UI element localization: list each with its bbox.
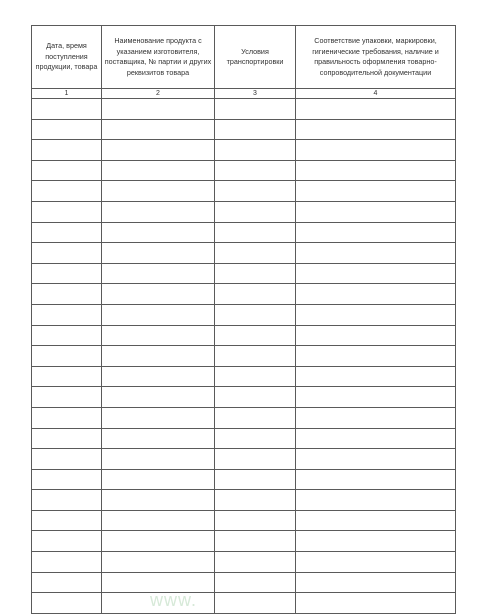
table-cell	[102, 366, 215, 387]
table-cell	[296, 222, 456, 243]
table-cell	[296, 552, 456, 573]
table-cell	[296, 531, 456, 552]
header-date-received: Дата, время поступления продукции, товара	[32, 26, 102, 89]
table-cell	[215, 243, 296, 264]
table-cell	[296, 140, 456, 161]
journal-sheet	[31, 25, 455, 614]
table-cell	[215, 346, 296, 367]
table-row	[32, 181, 456, 202]
table-cell	[215, 407, 296, 428]
table-cell	[102, 304, 215, 325]
table-cell	[32, 284, 102, 305]
table-cell	[215, 428, 296, 449]
table-cell	[102, 428, 215, 449]
table-cell	[296, 263, 456, 284]
table-row	[32, 407, 456, 428]
table-cell	[102, 181, 215, 202]
table-cell	[296, 181, 456, 202]
header-row	[32, 26, 456, 89]
table-row	[32, 490, 456, 511]
table-cell	[215, 181, 296, 202]
table-row	[32, 449, 456, 470]
table-cell	[296, 449, 456, 470]
table-cell	[102, 222, 215, 243]
table-cell	[215, 304, 296, 325]
table-cell	[32, 243, 102, 264]
table-row	[32, 510, 456, 531]
table-cell	[215, 387, 296, 408]
table-cell	[32, 119, 102, 140]
table-row	[32, 593, 456, 614]
table-row	[32, 140, 456, 161]
table-cell	[215, 284, 296, 305]
table-row	[32, 366, 456, 387]
table-cell	[215, 510, 296, 531]
table-cell	[296, 366, 456, 387]
table-cell	[102, 201, 215, 222]
table-cell	[32, 469, 102, 490]
table-cell	[215, 531, 296, 552]
table-cell	[102, 160, 215, 181]
table-cell	[215, 593, 296, 614]
table-row	[32, 325, 456, 346]
table-cell	[102, 552, 215, 573]
incoming-goods-journal-table	[31, 25, 456, 614]
table-cell	[215, 222, 296, 243]
table-cell	[32, 201, 102, 222]
table-cell	[215, 469, 296, 490]
table-cell	[102, 346, 215, 367]
table-cell	[296, 119, 456, 140]
table-cell	[215, 490, 296, 511]
table-cell	[215, 263, 296, 284]
table-cell	[296, 243, 456, 264]
table-cell	[32, 140, 102, 161]
table-row	[32, 428, 456, 449]
table-cell	[32, 552, 102, 573]
table-cell	[32, 531, 102, 552]
table-cell	[32, 449, 102, 470]
table-cell	[215, 366, 296, 387]
table-row	[32, 243, 456, 264]
table-cell	[102, 284, 215, 305]
table-cell	[32, 181, 102, 202]
table-cell	[296, 284, 456, 305]
column-number-row	[32, 89, 456, 99]
table-cell	[296, 510, 456, 531]
table-body	[32, 99, 456, 614]
table-cell	[32, 387, 102, 408]
table-cell	[296, 387, 456, 408]
table-cell	[32, 593, 102, 614]
table-cell	[102, 490, 215, 511]
table-row	[32, 222, 456, 243]
table-cell	[296, 469, 456, 490]
column-number-2: 2	[102, 89, 215, 99]
table-cell	[32, 510, 102, 531]
table-cell	[102, 99, 215, 120]
table-cell	[102, 449, 215, 470]
table-cell	[102, 243, 215, 264]
table-cell	[102, 510, 215, 531]
header-packaging-compliance: Соответствие упаковки, маркировки, гигиенические требования, наличие и правильность оформления товарно-сопроводительной документации	[296, 26, 456, 89]
table-cell	[296, 201, 456, 222]
table-cell	[32, 304, 102, 325]
table-cell	[215, 140, 296, 161]
table-cell	[32, 99, 102, 120]
watermark: www.	[150, 590, 198, 610]
column-number-1: 1	[32, 89, 102, 99]
table-cell	[215, 160, 296, 181]
table-cell	[32, 572, 102, 593]
table-cell	[32, 263, 102, 284]
table-cell	[296, 346, 456, 367]
table-row	[32, 346, 456, 367]
table-row	[32, 469, 456, 490]
table-cell	[296, 428, 456, 449]
table-cell	[32, 222, 102, 243]
table-row	[32, 572, 456, 593]
table-row	[32, 263, 456, 284]
table-row	[32, 160, 456, 181]
table-row	[32, 552, 456, 573]
table-cell	[296, 490, 456, 511]
table-cell	[296, 99, 456, 120]
table-cell	[296, 407, 456, 428]
table-row	[32, 531, 456, 552]
table-row	[32, 119, 456, 140]
column-number-4: 4	[296, 89, 456, 99]
table-cell	[296, 160, 456, 181]
table-row	[32, 99, 456, 120]
table-cell	[296, 572, 456, 593]
table-cell	[215, 572, 296, 593]
table-cell	[32, 428, 102, 449]
table-cell	[32, 366, 102, 387]
table-cell	[102, 387, 215, 408]
table-cell	[215, 552, 296, 573]
table-cell	[215, 201, 296, 222]
table-cell	[102, 325, 215, 346]
table-cell	[32, 160, 102, 181]
table-cell	[102, 140, 215, 161]
table-row	[32, 304, 456, 325]
table-row	[32, 284, 456, 305]
table-cell	[102, 531, 215, 552]
table-cell	[32, 490, 102, 511]
table-row	[32, 201, 456, 222]
table-cell	[296, 304, 456, 325]
table-cell	[215, 325, 296, 346]
table-cell	[296, 593, 456, 614]
table-cell	[102, 469, 215, 490]
header-product-name: Наименование продукта с указанием изготовителя, поставщика, № партии и других реквизитов товара	[102, 26, 215, 89]
table-cell	[32, 346, 102, 367]
table-cell	[102, 119, 215, 140]
table-cell	[215, 99, 296, 120]
table-cell	[102, 263, 215, 284]
table-cell	[215, 119, 296, 140]
table-cell	[32, 407, 102, 428]
table-cell	[102, 407, 215, 428]
table-cell	[32, 325, 102, 346]
header-transport-conditions: Условия транспортировки	[215, 26, 296, 89]
column-number-3: 3	[215, 89, 296, 99]
table-row	[32, 387, 456, 408]
table-cell	[215, 449, 296, 470]
table-cell	[296, 325, 456, 346]
